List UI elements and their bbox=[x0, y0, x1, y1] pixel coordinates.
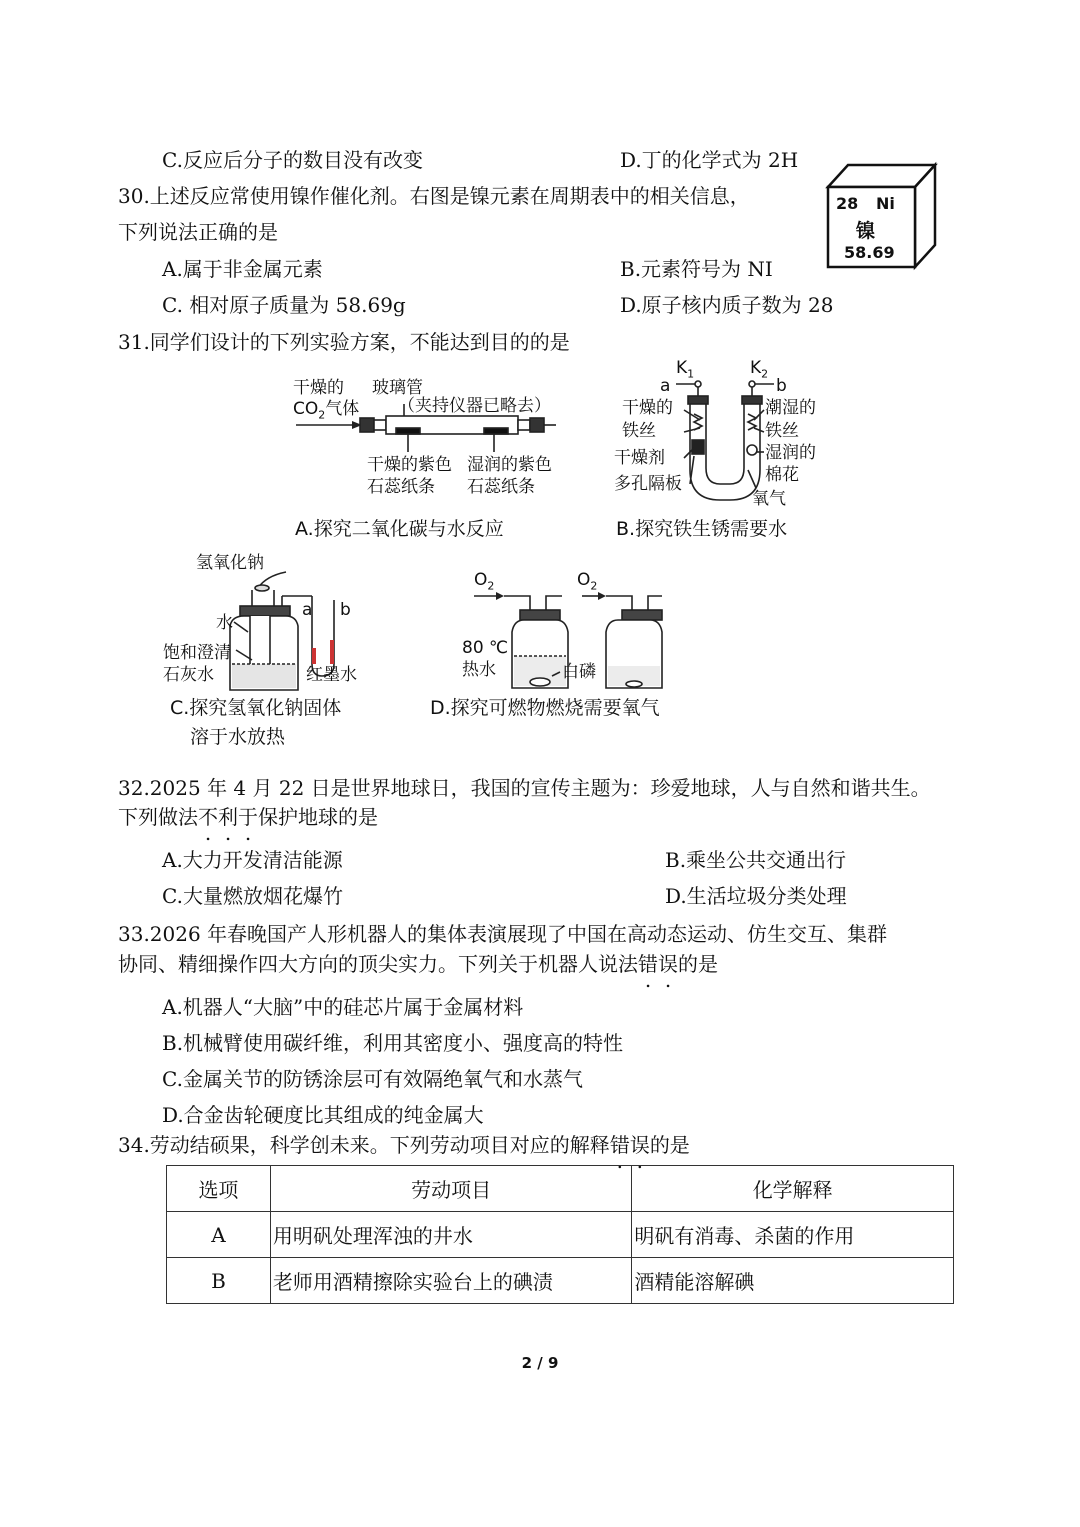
q32-option-c: C.大量燃放烟花爆竹 bbox=[162, 884, 343, 908]
fig-a-label-wet-2: 石蕊纸条 bbox=[467, 477, 535, 497]
table-cell-option: A bbox=[167, 1212, 271, 1258]
table-header-row bbox=[167, 1166, 954, 1212]
q30-option-c: C. 相对原子质量为 58.69g bbox=[162, 293, 406, 317]
q34-stem: 34.劳动结硕果，科学创未来。下列劳动项目对应的解释错误的是 bbox=[118, 1133, 690, 1157]
fig-c-b: b bbox=[340, 600, 351, 620]
fig-b-k1: $K_1$ bbox=[676, 358, 695, 381]
table-header-labor: 劳动项目 bbox=[270, 1166, 632, 1212]
fig-b-b: b bbox=[776, 376, 787, 396]
table-cell-option: B bbox=[167, 1258, 271, 1304]
fig-c-water: 水 bbox=[216, 613, 233, 633]
fig-b-right-5: 氧气 bbox=[752, 489, 786, 509]
q30-stem-line2: 下列说法正确的是 bbox=[118, 220, 278, 244]
table-cell-labor: 老师用酒精擦除实验台上的碘渍 bbox=[270, 1258, 632, 1304]
element-name: 镍 bbox=[856, 220, 876, 242]
table-row bbox=[167, 1258, 954, 1304]
fig-c-naoh: 氢氧化钠 bbox=[196, 553, 264, 573]
fig-c-ink: 红墨水 bbox=[306, 665, 357, 685]
q33-option-c: C.金属关节的防锈涂层可有效隔绝氧气和水蒸气 bbox=[162, 1067, 583, 1091]
q33-stem-line2: 协同、精细操作四大方向的顶尖实力。下列关于机器人说法错误的是 bbox=[118, 952, 718, 976]
fig-d-caption: D.探究可燃物燃烧需要氧气 bbox=[430, 697, 660, 719]
table-row bbox=[167, 1212, 954, 1258]
fig-b-right-3: 湿润的 bbox=[765, 443, 816, 463]
fig-a-label-gas: 干燥的 bbox=[293, 378, 344, 398]
fig-b-right-4: 棉花 bbox=[765, 465, 799, 485]
fig-c-a: a bbox=[302, 600, 313, 620]
element-atomic-number: 28 bbox=[836, 194, 859, 213]
element-symbol: Ni bbox=[876, 194, 895, 213]
fig-d-temp: 80 ℃ bbox=[462, 638, 509, 658]
fig-b-right-1: 潮湿的 bbox=[765, 398, 816, 418]
fig-c-lime-2: 石灰水 bbox=[163, 665, 214, 685]
fig-a-wet-strip bbox=[484, 428, 508, 434]
table-header-explanation: 化学解释 bbox=[632, 1166, 954, 1212]
fig-c-caption-2: 溶于水放热 bbox=[190, 726, 286, 748]
q32-stem-line2: 下列做法不利于保护地球的是 bbox=[118, 805, 378, 829]
fig-b-right-2: 铁丝 bbox=[765, 421, 799, 441]
q32-option-d: D.生活垃圾分类处理 bbox=[665, 884, 847, 908]
q34-table bbox=[166, 1165, 954, 1304]
fig-b-desiccant bbox=[692, 440, 704, 454]
fig-a-label-dry-2: 石蕊纸条 bbox=[367, 477, 435, 497]
fig-b-u-tube-inner bbox=[706, 400, 744, 484]
fig-d-phosphorus: 白磷 bbox=[562, 662, 596, 682]
q33-stem-line1: 33.2026 年春晚国产人形机器人的集体表演展现了中国在高动态运动、仿生交互、集群 bbox=[118, 922, 888, 946]
fig-b-a: a bbox=[660, 376, 671, 396]
fig-a-label-co2: $CO_2$气体 bbox=[293, 399, 360, 422]
fig-b-left-3: 干燥剂 bbox=[614, 448, 665, 468]
q30-option-a: A.属于非金属元素 bbox=[162, 257, 323, 281]
q33-option-d: D.合金齿轮硬度比其组成的纯金属大 bbox=[162, 1103, 484, 1127]
element-atomic-mass: 58.69 bbox=[844, 243, 895, 262]
fig-a-stopper-right bbox=[530, 418, 544, 432]
fig-a-caption: A.探究二氧化碳与水反应 bbox=[295, 518, 504, 540]
fig-b-left-4: 多孔隔板 bbox=[614, 474, 682, 494]
q30-stem-line1: 30.上述反应常使用镍作催化剂。右图是镍元素在周期表中的相关信息， bbox=[118, 184, 750, 208]
table-cell-explanation: 明矾有消毒、杀菌的作用 bbox=[632, 1212, 954, 1258]
q30-option-b: B.元素符号为 NI bbox=[620, 257, 773, 281]
fig-b-left-2: 铁丝 bbox=[622, 421, 656, 441]
fig-b-left-1: 干燥的 bbox=[622, 398, 673, 418]
fig-b-caption: B.探究铁生锈需要水 bbox=[616, 518, 788, 540]
fig-a-label-tube: 玻璃管 bbox=[372, 378, 423, 398]
q31-stem: 31.同学们设计的下列实验方案，不能达到目的的是 bbox=[118, 330, 570, 354]
fig-c-lime-1: 饱和澄清 bbox=[163, 643, 231, 663]
fig-b-k2: $K_2$ bbox=[750, 358, 769, 381]
q32-option-a: A.大力开发清洁能源 bbox=[162, 848, 343, 872]
q32-stem-line1: 32.2025 年 4 月 22 日是世界地球日，我国的宣传主题为：珍爱地球，人与自然和谐共生。 bbox=[118, 776, 931, 800]
table-cell-explanation: 酒精能溶解碘 bbox=[632, 1258, 954, 1304]
table-header-option: 选项 bbox=[167, 1166, 271, 1212]
q32-option-b: B.乘坐公共交通出行 bbox=[665, 848, 847, 872]
q29-option-d: D.丁的化学式为 2H bbox=[620, 148, 799, 172]
q30-option-d: D.原子核内质子数为 28 bbox=[620, 293, 834, 317]
fig-a-label-clamp: （夹持仪器已略去） bbox=[398, 396, 551, 416]
q33-option-a: A.机器人“大脑”中的硅芯片属于金属材料 bbox=[162, 995, 524, 1019]
fig-d-o2-left: $O_2$ bbox=[474, 570, 495, 593]
q29-option-c: C.反应后分子的数目没有改变 bbox=[162, 148, 423, 172]
page-number: 2 / 9 bbox=[521, 1354, 559, 1372]
fig-a-label-wet-1: 湿润的紫色 bbox=[467, 455, 552, 475]
fig-d-o2-right: $O_2$ bbox=[577, 570, 598, 593]
fig-c-caption-1: C.探究氢氧化钠固体 bbox=[170, 697, 342, 719]
q33-option-b: B.机械臂使用碳纤维，利用其密度小、强度高的特性 bbox=[162, 1031, 624, 1055]
table-cell-labor: 用明矾处理浑浊的井水 bbox=[270, 1212, 632, 1258]
fig-d-hot-water: 热水 bbox=[462, 660, 496, 680]
fig-a-label-dry-1: 干燥的紫色 bbox=[367, 455, 452, 475]
fig-a-stopper-left bbox=[360, 418, 374, 432]
fig-a-dry-strip bbox=[396, 428, 420, 434]
